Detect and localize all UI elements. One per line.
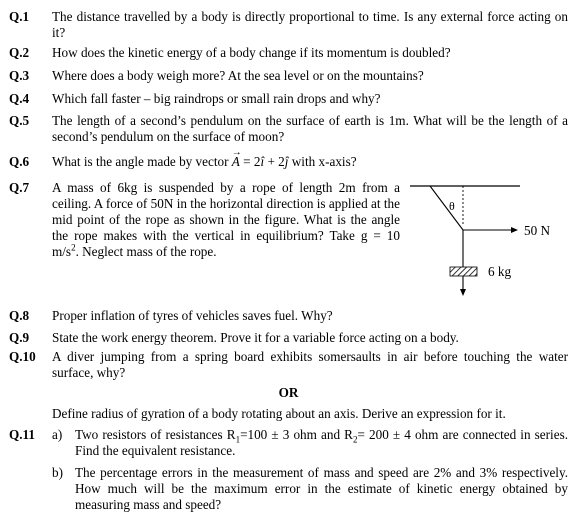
question-number: Q.6 bbox=[9, 154, 30, 169]
question-text: Proper inflation of tyres of vehicles saves fuel. Why? bbox=[52, 308, 333, 323]
question-number: Q.9 bbox=[9, 330, 30, 345]
question-number: Q.10 bbox=[9, 349, 36, 364]
mass-block bbox=[450, 267, 477, 276]
vector-a: → A bbox=[232, 154, 240, 169]
question-text: What is the angle made by vector → A = 2î + 2ĵ with x-axis? bbox=[52, 154, 568, 170]
or-separator: OR bbox=[278, 385, 299, 400]
weight-arrowhead bbox=[460, 289, 466, 296]
mass-label: 6 kg bbox=[488, 264, 512, 279]
theta-label: θ bbox=[449, 199, 455, 213]
question-number: Q.1 bbox=[9, 9, 30, 24]
question-number: Q.5 bbox=[9, 113, 30, 128]
question-text: A mass of 6kg is suspended by a rope of length 2m from a ceiling. A force of 50N in the horizontal direction is applied at the mid point of the rope as shown in the figure. What is the angle the rope makes with the vertical in equilibrium? Take g = 10 $m/s^2$. Neglect mass of the rope. bbox=[52, 180, 400, 259]
question-number: Q.11 bbox=[9, 427, 36, 442]
rope-diagram bbox=[408, 178, 582, 304]
upper-rope bbox=[430, 186, 463, 230]
force-arrowhead bbox=[511, 227, 518, 233]
part-text: The percentage errors in the measurement of mass and speed are 2% and 3% respectively. How much will be the maximum error in the estimate of kinetic energy obtained by measuring mass and speed? bbox=[75, 465, 568, 512]
question-text: The distance travelled by a body is directly proportional to time. Is any external force acting on it? bbox=[52, 9, 568, 40]
force-label: 50 N bbox=[524, 223, 551, 238]
question-text: The length of a second’s pendulum on the surface of earth is 1m. What will be the length of a second’s pendulum on the surface of moon? bbox=[52, 113, 568, 144]
question-number: Q.4 bbox=[9, 91, 30, 106]
question-text: Where does a body weigh more? At the sea level or on the mountains? bbox=[52, 68, 424, 83]
question-text: Define radius of gyration of a body rotating about an axis. Derive an expression for it. bbox=[52, 406, 506, 421]
question-text: A diver jumping from a spring board exhibits somersaults in air before touching the water surface, why? bbox=[52, 349, 568, 380]
question-text: State the work energy theorem. Prove it for a variable force acting on a body. bbox=[52, 330, 459, 345]
question-number: Q.2 bbox=[9, 45, 30, 60]
part-text: Two resistors of resistances $R_1=100 \pm 3$ ohm and $R_2= 200 \pm 4$ ohm are connected in series. Find the equivalent resistance. bbox=[75, 427, 568, 458]
question-number: Q.8 bbox=[9, 308, 30, 323]
question-number: Q.3 bbox=[9, 68, 30, 83]
question-text: How does the kinetic energy of a body change if its momentum is doubled? bbox=[52, 45, 451, 60]
part-label: a) bbox=[52, 427, 63, 442]
part-label: b) bbox=[52, 465, 63, 480]
question-text: Which fall faster – big raindrops or small rain drops and why? bbox=[52, 91, 381, 106]
question-number: Q.7 bbox=[9, 180, 30, 195]
rope-figure bbox=[408, 178, 582, 304]
